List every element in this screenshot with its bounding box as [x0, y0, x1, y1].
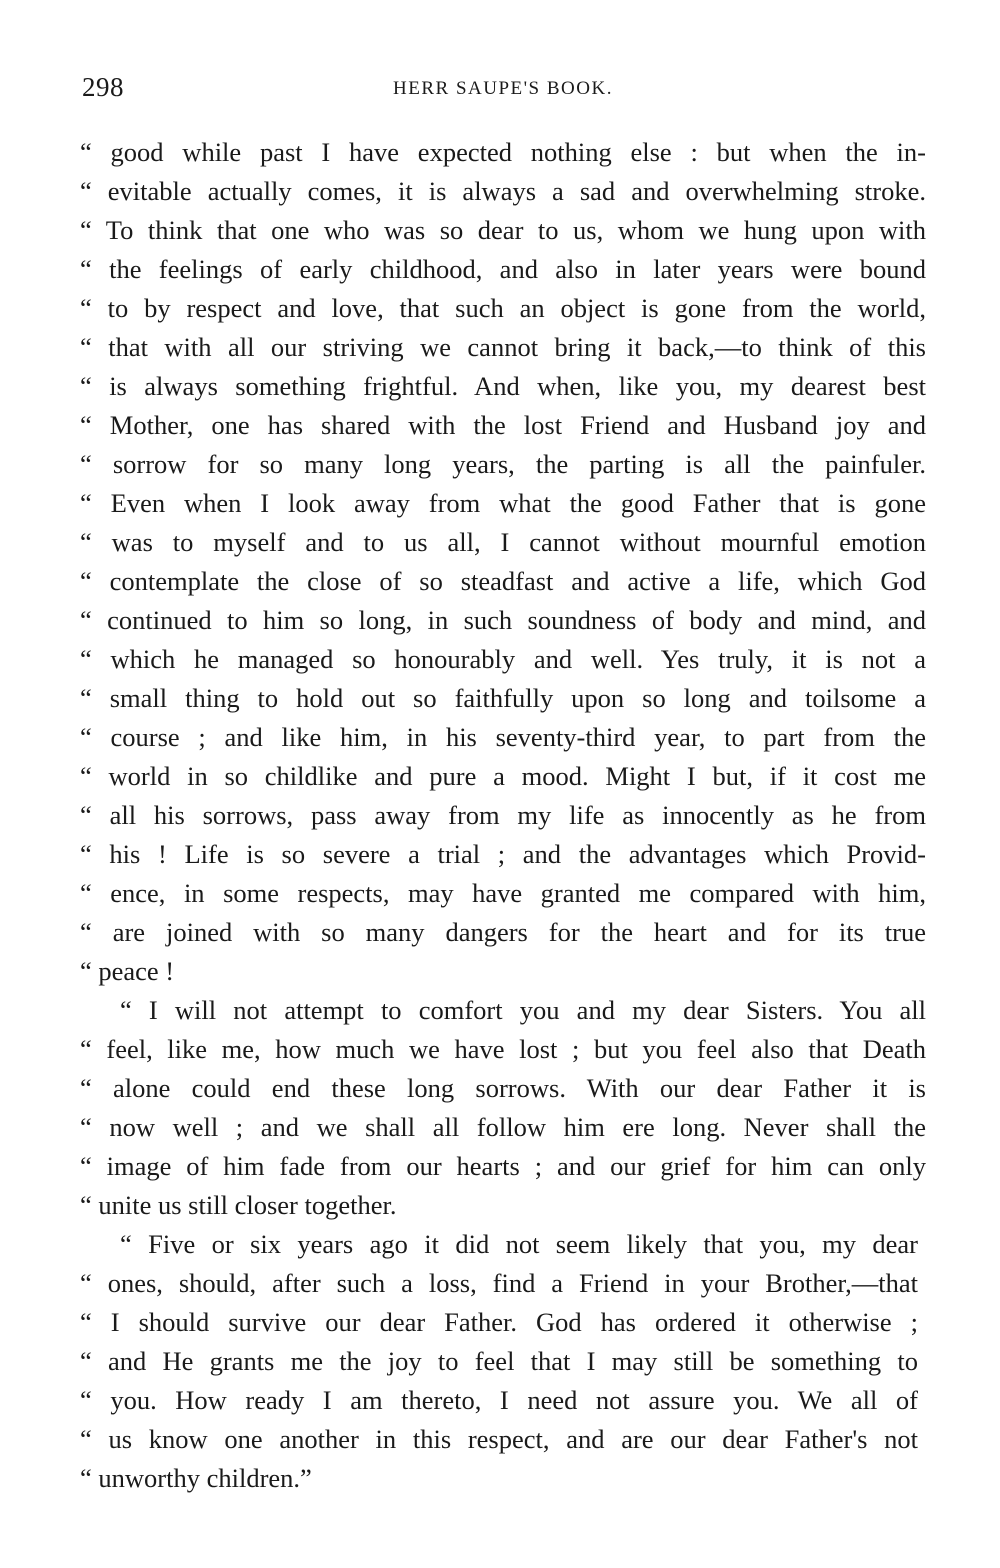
text-line: “ ence, in some respects, may have granted me compared with him, — [80, 878, 926, 908]
text-line: “ alone could end these long sorrows. With our dear Father it is — [80, 1073, 926, 1103]
paragraph-end-line: “ peace ! — [80, 956, 175, 986]
text-line: “ To think that one who was so dear to us, whom we hung upon with — [80, 215, 926, 245]
text-line: “ to by respect and love, that such an object is gone from the world, — [80, 293, 926, 323]
text-line: “ Mother, one has shared with the lost Friend and Husband joy and — [80, 410, 926, 440]
paragraph-start-line: “ I will not attempt to comfort you and my dear Sisters. You all — [120, 995, 926, 1025]
text-line: “ I should survive our dear Father. God has ordered it otherwise ; — [80, 1307, 918, 1337]
text-line: “ which he managed so honourably and well. Yes truly, it is not a — [80, 644, 926, 674]
text-line: “ image of him fade from our hearts ; and our grief for him can only — [80, 1151, 926, 1181]
body-text — [80, 133, 926, 1498]
text-line: “ world in so childlike and pure a mood. Might I but, if it cost me — [80, 761, 926, 791]
text-line: “ is always something frightful. And when, like you, my dearest best — [80, 371, 926, 401]
running-title: HERR SAUPE'S BOOK. — [393, 78, 613, 99]
text-line: “ ones, should, after such a loss, find a Friend in your Brother,—that — [80, 1268, 918, 1298]
text-line: “ the feelings of early childhood, and also in later years were bound — [80, 254, 926, 284]
paragraph-end-line: “ unite us still closer together. — [80, 1190, 397, 1220]
text-line: “ contemplate the close of so steadfast and active a life, which God — [80, 566, 926, 596]
text-line: “ good while past I have expected nothing else : but when the in- — [80, 137, 926, 167]
text-line: “ and He grants me the joy to feel that I may still be something to — [80, 1346, 918, 1376]
text-line: “ feel, like me, how much we have lost ; but you feel also that Death — [80, 1034, 926, 1064]
text-line: “ course ; and like him, in his seventy-third year, to part from the — [80, 722, 926, 752]
paragraph-start-line: “ Five or six years ago it did not seem likely that you, my dear — [120, 1229, 918, 1259]
text-line: “ now well ; and we shall all follow him ere long. Never shall the — [80, 1112, 926, 1142]
text-line: “ evitable actually comes, it is always a sad and overwhelming stroke. — [80, 176, 926, 206]
text-line: “ us know one another in this respect, and are our dear Father's not — [80, 1424, 918, 1454]
text-line: “ small thing to hold out so faithfully upon so long and toilsome a — [80, 683, 926, 713]
text-line: “ Even when I look away from what the good Father that is gone — [80, 488, 926, 518]
text-line: “ that with all our striving we cannot bring it back,—to think of this — [80, 332, 926, 362]
page-number: 298 — [82, 72, 124, 102]
paragraph-end-line: “ unworthy children.” — [80, 1463, 312, 1493]
text-line: “ was to myself and to us all, I cannot without mournful emotion — [80, 527, 926, 557]
text-line: “ sorrow for so many long years, the parting is all the painfuler. — [80, 449, 926, 479]
text-line: “ his ! Life is so severe a trial ; and the advantages which Provid- — [80, 839, 926, 869]
page-header — [82, 72, 924, 108]
text-line: “ are joined with so many dangers for the heart and for its true — [80, 917, 926, 947]
text-line: “ continued to him so long, in such soundness of body and mind, and — [80, 605, 926, 635]
text-line: “ all his sorrows, pass away from my life as innocently as he from — [80, 800, 926, 830]
text-line: “ you. How ready I am thereto, I need not assure you. We all of — [80, 1385, 918, 1415]
